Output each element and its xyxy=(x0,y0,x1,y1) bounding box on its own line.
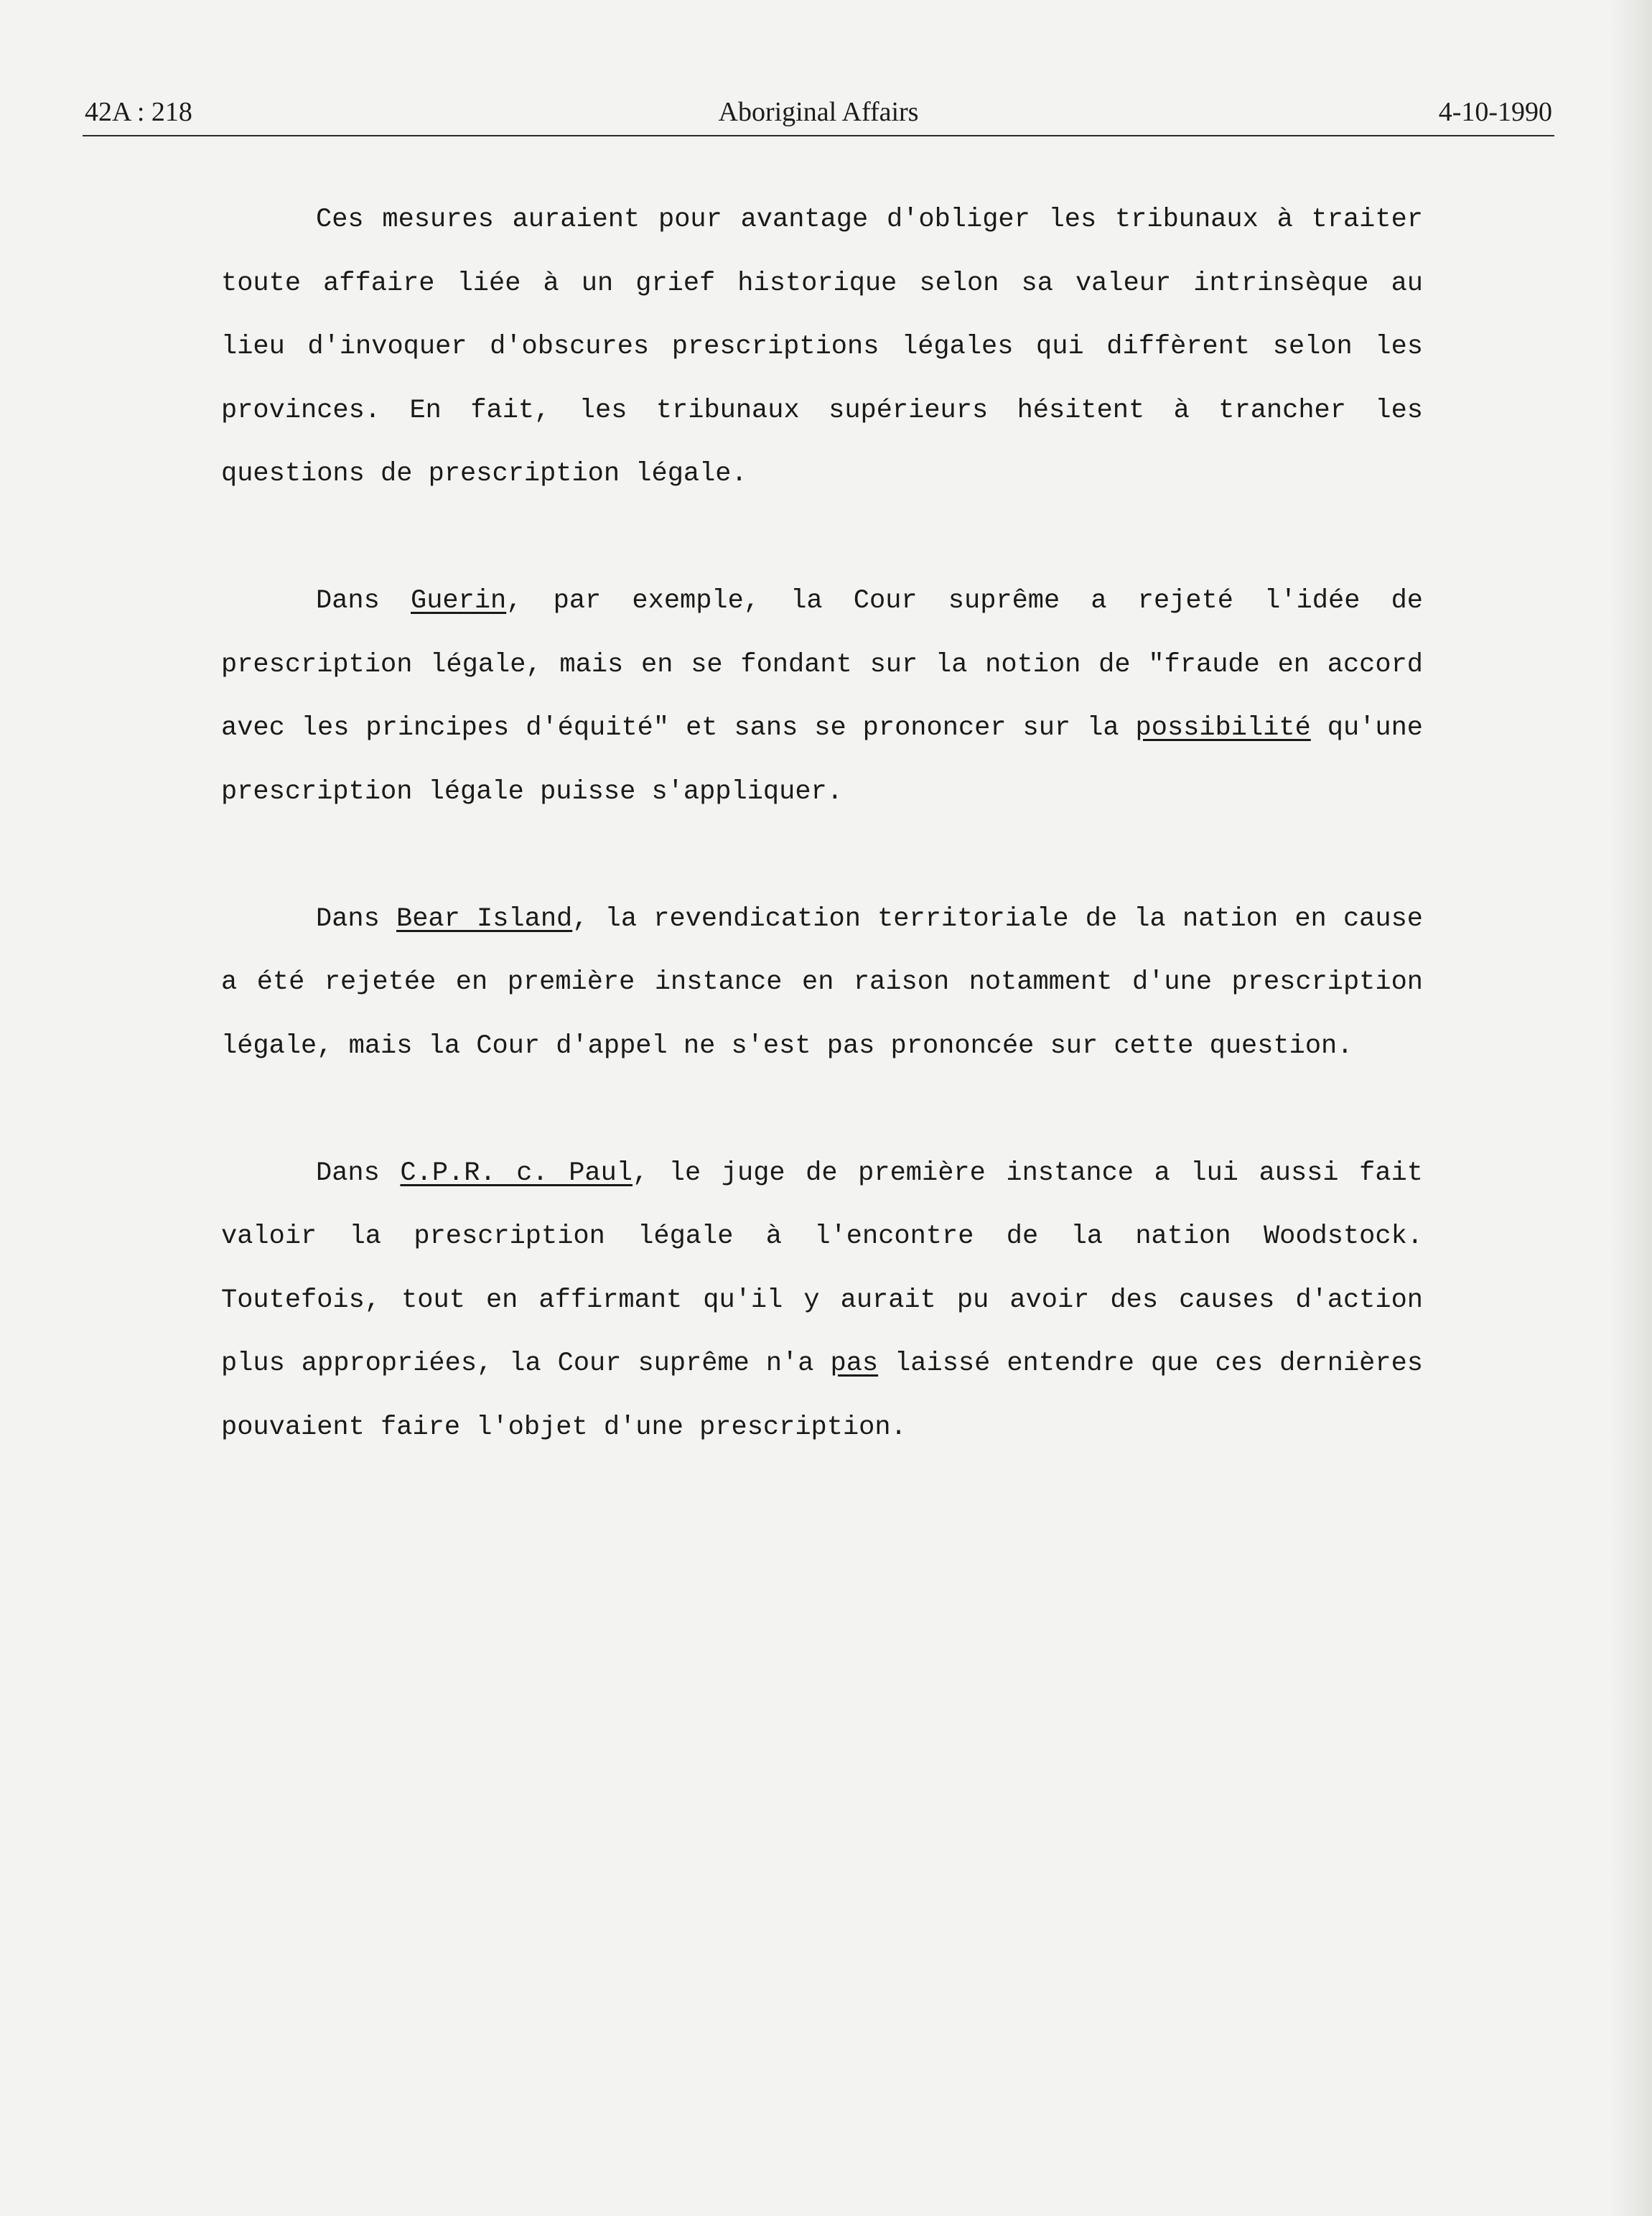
running-header xyxy=(83,92,1554,136)
paragraph-2 xyxy=(221,569,1423,824)
page-edge-shadow xyxy=(1609,0,1652,2216)
emphasis-pas: pas xyxy=(830,1349,879,1379)
page-number: 42A : 218 xyxy=(85,97,192,127)
body-text xyxy=(221,188,1423,1459)
paragraph-4-text-a: Dans xyxy=(316,1158,401,1188)
paragraph-3-text-a: Dans xyxy=(316,903,397,934)
paragraph-4-text-b: , le juge de première instance a lui aussi fait valoir la prescription légale à l'encontre de la nation Woodstock. Toutefois, tout en affirmant qu'il y aurait pu avoir des causes d'action plus appropriées, la Cour suprême n'a xyxy=(221,1158,1423,1379)
paragraph-4 xyxy=(221,1142,1423,1460)
paragraph-1-text: Ces mesures auraient pour avantage d'obliger les tribunaux à traiter toute affaire liée à un grief historique selon sa valeur intrinsèque au lieu d'invoquer d'obscures prescriptions légales qui diffèrent selon les provinces. En fait, les tribunaux supérieurs hésitent à trancher les questions de prescription légale. xyxy=(221,205,1423,489)
paragraph-4-text-c: laissé entendre que ces dernières pouvaient faire l'objet d'une prescription. xyxy=(221,1349,1423,1443)
paragraph-2-text-c: qu'une prescription légale puisse s'appliquer. xyxy=(221,713,1423,807)
paragraph-3 xyxy=(221,888,1423,1079)
case-name-cpr-paul: C.P.R. c. Paul xyxy=(400,1158,633,1188)
emphasis-possibilite: possibilité xyxy=(1135,713,1311,743)
header-date: 4-10-1990 xyxy=(1438,97,1552,127)
case-name-guerin: Guerin xyxy=(411,586,507,616)
paragraph-3-text-b: , la revendication territoriale de la nation en cause a été rejetée en première instance en raison notamment d'une prescription légale, mais la Cour d'appel ne s'est pas prononcée sur cette question. xyxy=(221,903,1423,1061)
case-name-bear-island: Bear Island xyxy=(396,903,573,934)
publication-title: Aboriginal Affairs xyxy=(718,97,919,127)
paragraph-1 xyxy=(221,188,1423,506)
paragraph-2-text-a: Dans xyxy=(316,586,411,616)
paragraph-2-text-b: , par exemple, la Cour suprême a rejeté l'idée de prescription légale, mais en se fondant sur la notion de "fraude en accord avec les principes d'équité" et sans se prononcer sur la xyxy=(221,586,1423,743)
